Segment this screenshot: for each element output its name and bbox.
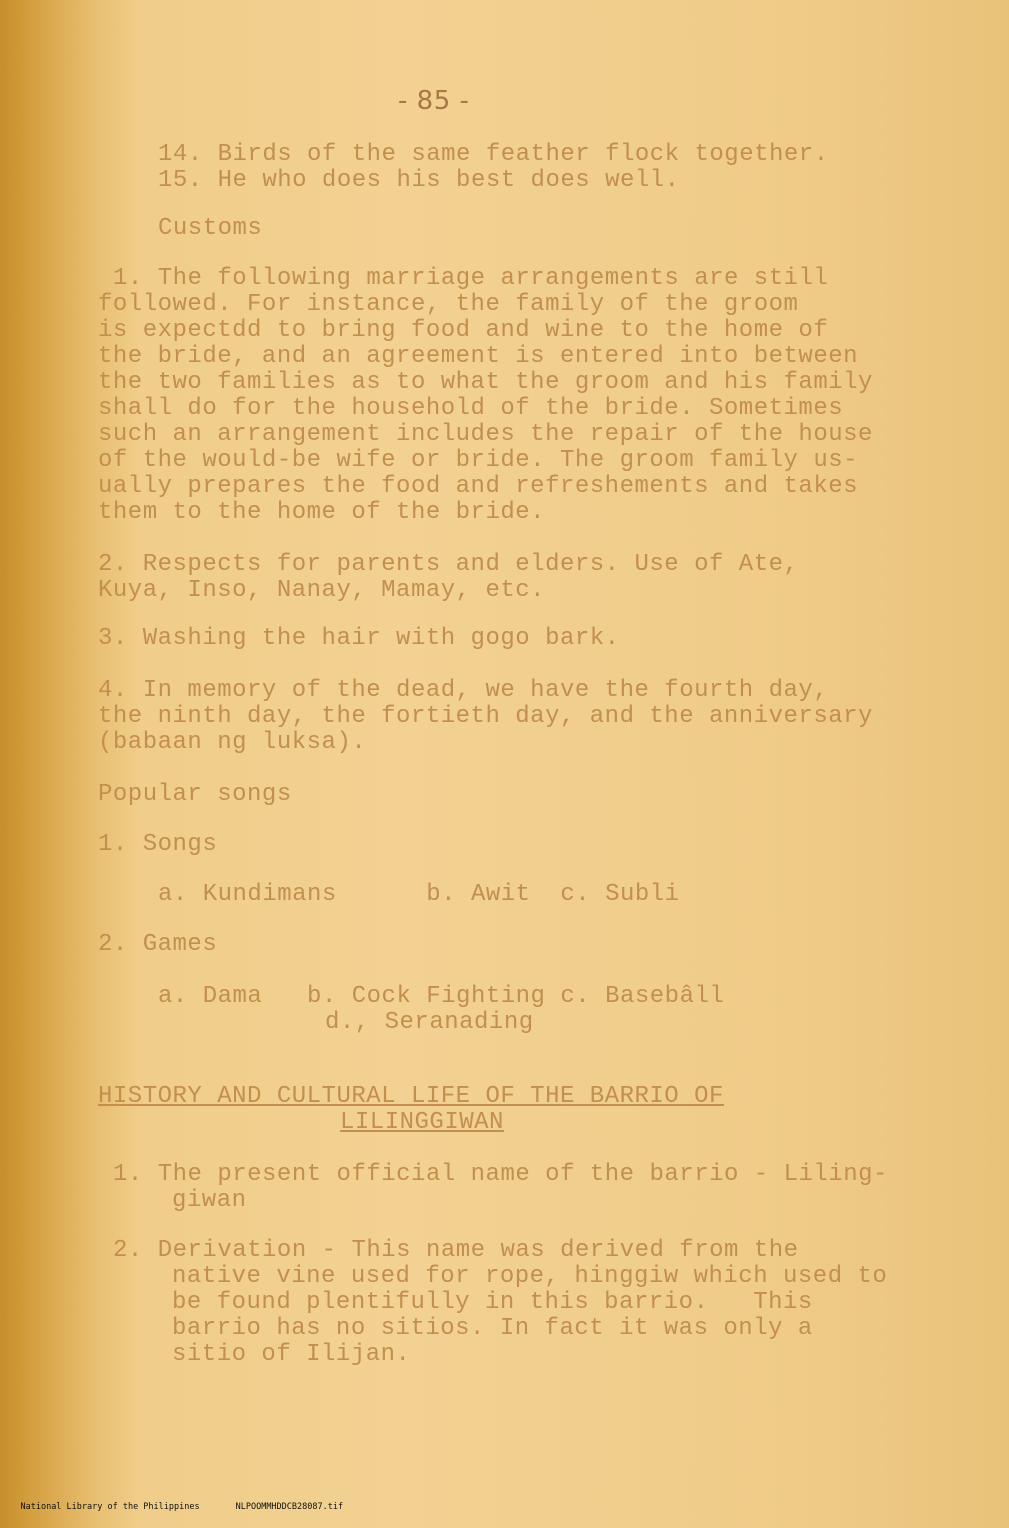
custom-4-line: (babaan ng luksa). [98, 729, 367, 756]
page-number: - 85 - [398, 86, 470, 116]
history-2-line: 2. Derivation - This name was derived from the [113, 1237, 799, 1264]
custom-1-line: followed. For instance, the family of the groom [98, 291, 799, 318]
custom-1-line: the bride, and an agreement is entered into between [98, 343, 859, 370]
history-1-line: 1. The present official name of the barrio - Liling- [113, 1161, 888, 1188]
custom-1-line: 1. The following marriage arrangements are still [113, 265, 829, 292]
custom-4-line: 4. In memory of the dead, we have the fourth day, [98, 677, 829, 704]
proverb-14: 14. Birds of the same feather flock together. [158, 141, 829, 168]
songs-items: a. Kundimans b. Awit c. Subli [158, 881, 680, 908]
history-heading-barrio-name: LILINGGIWAN [340, 1109, 504, 1136]
scan-footer [0, 1486, 1009, 1512]
proverb-15: 15. He who does his best does well. [158, 167, 680, 194]
custom-3-paragraph: 3. Washing the hair with gogo bark. [98, 625, 620, 652]
history-2-line: native vine used for rope, hinggiw which used to [172, 1263, 888, 1290]
custom-1-line: shall do for the household of the bride. Sometimes [98, 395, 844, 422]
history-2-line: barrio has no sitios. In fact it was only a [172, 1315, 813, 1342]
history-heading: HISTORY AND CULTURAL LIFE OF THE BARRIO OF [98, 1083, 724, 1110]
custom-4-line: the ninth day, the fortieth day, and the anniversary [98, 703, 873, 730]
games-label: 2. Games [98, 931, 218, 958]
popular-songs-heading: Popular songs [98, 781, 292, 808]
history-1-line: giwan [172, 1187, 247, 1214]
games-items-line-1: a. Dama b. Cock Fighting c. Basebâll [158, 983, 725, 1010]
songs-label: 1. Songs [98, 831, 218, 858]
custom-2-line: 2. Respects for parents and elders. Use of Ate, [98, 551, 799, 578]
custom-2-line: Kuya, Inso, Nanay, Mamay, etc. [98, 577, 546, 604]
footer-library: National Library of the Philippines [20, 1502, 200, 1512]
custom-1-line: is expectdd to bring food and wine to the home of [98, 317, 829, 344]
games-items-line-2: d., Seranading [325, 1009, 534, 1036]
customs-heading: Customs [158, 215, 263, 242]
footer-file: NLPOOMMHDDCB28087.tif [235, 1502, 344, 1512]
custom-1-line: them to the home of the bride. [98, 499, 546, 526]
custom-1-line: the two families as to what the groom and his family [98, 369, 873, 396]
custom-1-line: such an arrangement includes the repair of the house [98, 421, 873, 448]
custom-1-line: ually prepares the food and refreshements and takes [98, 473, 859, 500]
history-2-line: be found plentifully in this barrio. This [172, 1289, 813, 1316]
history-2-line: sitio of Ilijan. [172, 1341, 411, 1368]
custom-1-line: of the would-be wife or bride. The groom family us- [98, 447, 859, 474]
